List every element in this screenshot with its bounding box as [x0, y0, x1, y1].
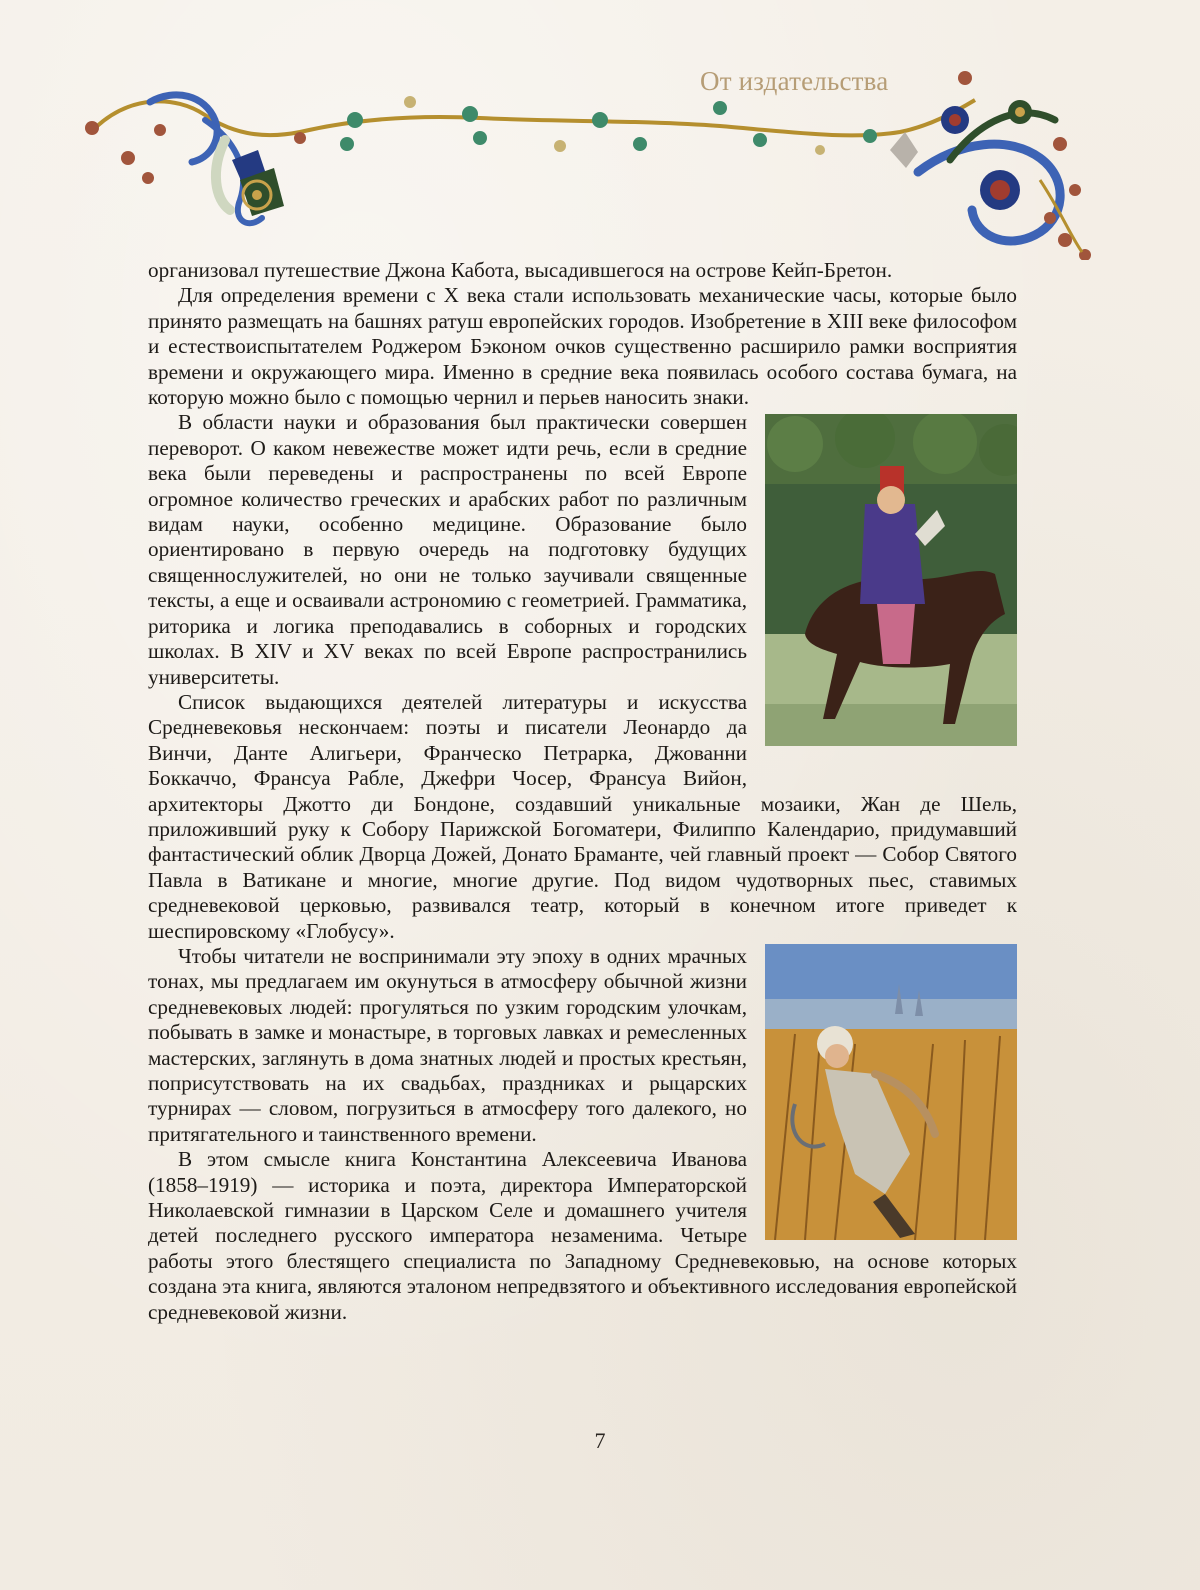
paragraph: Для определения времени с X века стали использовать механические часы, которые было принято размещать на башнях ратуш европейских городов. Изобретение в XIII веке философом и естествоиспытателем Роджером Бэконом очков существенно расширило рамки восприятия времени и окружающего мира. Именно в средние века появилась особого состава бумага, на которую можно было с помощью чернил и перьев наносить знаки.	[148, 283, 1017, 410]
page-number: 7	[594, 1428, 606, 1453]
illuminated-vine-ornament	[0, 40, 1200, 260]
paragraph: организовал путешествие Джона Кабота, высадившегося на острове Кейп-Бретон.	[148, 258, 893, 282]
body-text	[148, 258, 1017, 1410]
illustration-peasant-reaping-wheat	[765, 944, 1017, 1240]
paragraph: В этом смысле книга Константина Алексеевича Иванова (1858–1919) — историка и поэта, директора Императорской Николаевской гимназии в Царском Селе и домашнего учителя детей последнего русского императора незаменима. Четыре работы этого блестящего специалиста по Западному Средневековью, на основе которых создана эта книга, являются эталоном непредвзятого и объективного исследования европейской средневековой жизни.	[148, 1147, 1017, 1324]
paragraph: Чтобы читатели не воспринимали эту эпоху в одних мрачных тонах, мы предлагаем им окунуться в атмосферу обычной жизни средневековых людей: прогуляться по узким городским улочкам, побывать в замке и монастыре, в торговых лавках и ремесленных мастерских, заглянуть в дома знатных людей и простых крестьян, поприсутствовать на их свадьбах, праздниках и рыцарских турнирах — словом, погрузиться в атмосферу того далекого, но притягательного и таинственного времени.	[148, 943, 747, 1146]
paragraph: Список выдающихся деятелей литературы и искусства Средневековья нескончаем: поэты и писатели Леонардо да Винчи, Данте Алигьери, Франческо Петрарка, Джованни Боккаччо, Франсуа Рабле, Джефри Чосер, Франсуа Вийон, архитекторы Джотто ди Бондоне, создавший уникальные мозаики, Жан де Шель, приложивший руку к Собору Парижской Богоматери, Филиппо Календарио, придумавший фантастический облик Дворца Дожей, Донато Браманте, чей главный проект — Собор Святого Павла в Ватикане и многие, многие другие. Под видом чудотворных пьес, ставимых средневековой церковью, развивался театр, который в конечном итоге приведет к шеспировскому «Глобусу».	[148, 689, 1017, 943]
illustration-rider-with-falcon	[765, 414, 1017, 746]
running-header: От издательства	[700, 66, 889, 96]
paragraph: В области науки и образования был практически совершен переворот. О каком невежестве может идти речь, если в средние века были переведены и распространены по всей Европе огромное количество греческих и арабских работ по различным видам науки, особенно медицине. Образование было ориентировано в первую очередь на подготовку будущих священнослужителей, но они не только заучивали священные тексты, а еще и осваивали астрономию с геометрией. Грамматика, риторика и логика преподавались в соборных и городских школах. В XIV и XV веках по всей Европе распространились университеты.	[148, 410, 747, 689]
